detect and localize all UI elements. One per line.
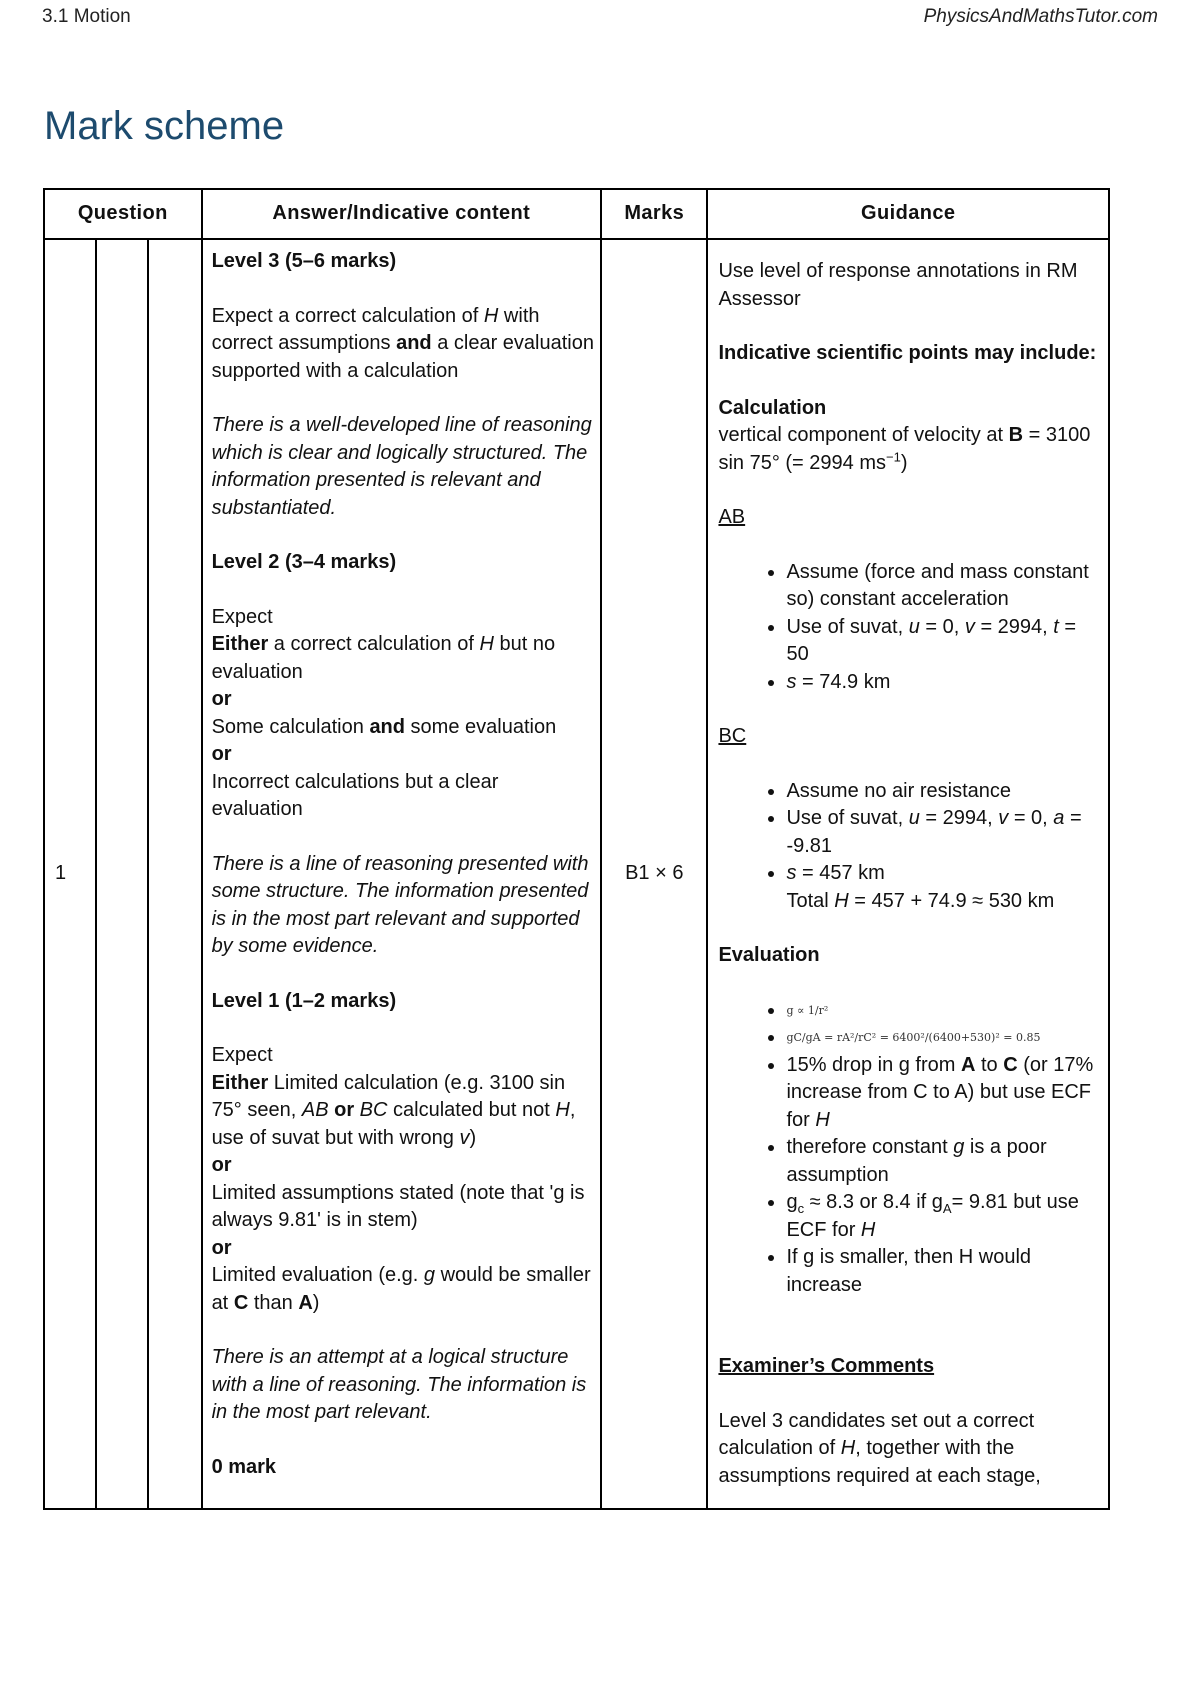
bc-list (718, 778, 1102, 888)
header-answer: Answer/Indicative content (202, 189, 602, 239)
level2-option-3: Incorrect calculations but a clear evaluation (211, 770, 499, 820)
level2-either: Either a correct calculation of H but no evaluation (211, 633, 556, 683)
answer-cell (202, 239, 602, 1509)
header-site: PhysicsAndMathsTutor.com (923, 6, 1158, 27)
level1-option-2: Limited assumptions stated (note that 'g is always 9.81' is in stem) (211, 1181, 585, 1231)
level2-or-2: or (211, 743, 232, 765)
level1-reasoning: There is an attempt at a logical structure with a line of reasoning. The information is in the most part relevant. (211, 1346, 587, 1423)
level1-expect: Expect (211, 1044, 273, 1066)
header-guidance: Guidance (707, 189, 1109, 239)
calculation-heading: Calculation (718, 396, 827, 419)
level0-heading: 0 mark (211, 1455, 277, 1478)
bc-label: BC (718, 725, 747, 747)
list-item: • Use of suvat, u = 0, v = 2994, t = 50 (786, 614, 1102, 669)
mark-scheme-table (43, 188, 1110, 1510)
guidance-intro: Use level of response annotations in RM Assessor (718, 260, 1078, 310)
ratio-formula: gC/gA = rA²/rC² = 6400²/(6400+530)² = 0.85 (786, 1031, 1041, 1045)
question-number: 1 (44, 239, 96, 1509)
list-item: • Assume (force and mass constant so) constant acceleration (786, 559, 1102, 614)
list-item: • Use of suvat, u = 2994, v = 0, a = -9.81 (786, 805, 1102, 860)
level2-reasoning: There is a line of reasoning presented with some structure. The information presented is in the most part relevant and supported by some evidence. (211, 852, 589, 957)
level2-heading: Level 2 (3–4 marks) (211, 551, 397, 573)
list-item (786, 997, 1102, 1025)
level1-either: Either Limited calculation (e.g. 3100 sin 75° seen, AB or BC calculated but not H, use of suvat but with wrong v) (211, 1071, 576, 1149)
list-item: • therefore constant g is a poor assumption (786, 1134, 1102, 1189)
level2-expect: Expect (211, 605, 273, 628)
evaluation-heading: Evaluation (718, 944, 820, 966)
evaluation-list (718, 997, 1102, 1300)
level3-reasoning: There is a well-developed line of reasoning which is clear and logically structured. The information presented is relevant and substantiated. (211, 414, 592, 519)
header-question: Question (44, 189, 202, 239)
level2-option-2: Some calculation and some evaluation (211, 715, 557, 738)
list-item: • 15% drop in g from A to C (or 17% increase from C to A) but use ECF for H (786, 1052, 1102, 1135)
level1-or-2: or (211, 1236, 232, 1259)
header-topic: 3.1 Motion (42, 6, 131, 27)
guidance-cell (707, 239, 1109, 1509)
marks-cell: B1 × 6 (601, 239, 707, 1509)
question-part-cell (96, 239, 148, 1509)
list-item: • $g_c \approx 8.3$ or 8.4 if $g_A= 9.81$ but use ECF for H (786, 1189, 1102, 1244)
page-title: Mark scheme (44, 104, 285, 148)
level3-expect: Expect a correct calculation of H with correct assumptions and a clear evaluation supported with a calculation (211, 304, 594, 382)
table-row (44, 239, 1109, 1509)
list-item (786, 1024, 1102, 1052)
list-item: • If g is smaller, then H would increase (786, 1244, 1102, 1299)
level2-or-1: or (211, 688, 232, 710)
level1-heading: Level 1 (1–2 marks) (211, 989, 397, 1012)
level1-option-3: Limited evaluation (e.g. g would be smaller at C than A) (211, 1264, 591, 1314)
ab-label: AB (718, 506, 746, 528)
examiner-comments-text: Level 3 candidates set out a correct calculation of H, together with the assumptions required at each stage, (718, 1409, 1041, 1487)
ab-list (718, 559, 1102, 697)
list-item: • s = 457 km (786, 860, 1102, 888)
list-item: • Assume no air resistance (786, 778, 1102, 806)
proportionality-formula: g ∝ 1/r² (786, 1003, 829, 1017)
vertical-velocity: vertical component of velocity at B = 3100 sin 75° (= 2994 $ms^{-1}$) (718, 424, 1091, 474)
total-height: Total H = 457 + 74.9 ≈ 530 km (786, 889, 1055, 912)
list-item: • s = 74.9 km (786, 669, 1102, 697)
indicative-heading: Indicative scientific points may include: (718, 342, 1097, 364)
examiner-comments-heading: Examiner’s Comments (718, 1355, 935, 1377)
question-subpart-cell (148, 239, 201, 1509)
header-marks: Marks (601, 189, 707, 239)
level1-or-1: or (211, 1154, 232, 1176)
table-header-row (44, 189, 1109, 239)
level3-heading: Level 3 (5–6 marks) (211, 250, 397, 272)
